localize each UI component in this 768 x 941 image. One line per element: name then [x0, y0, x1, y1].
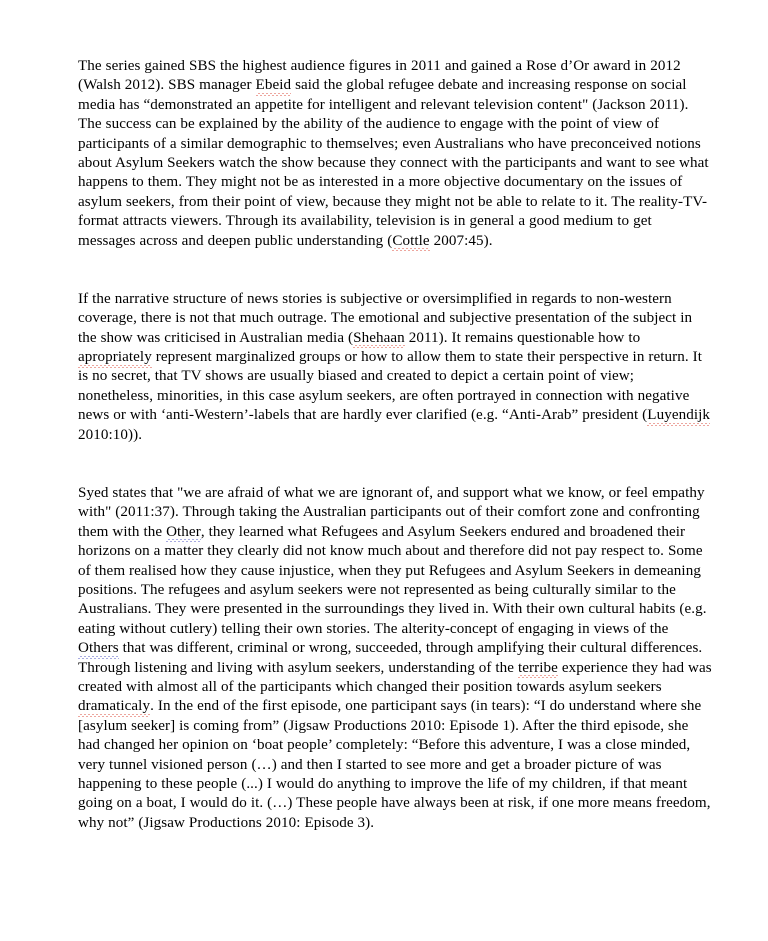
text-run: experience they had was created with almost all of the participants which changed their position towards asylum seekers — [78, 659, 712, 695]
text-run: said the global refugee debate and increasing response on social media has “demonstrated an appetite for intelligent and relevant television content" (Jackson 2011). The success can be explained by the ability of the audience to engage with the point of view of participants of a similar demographic to themselves; even Australians who have preconceived notions about Asylum Seekers watch the show because they connect with the participants and want to see what happens to them. They might not be as interested in a more objective documentary on the issues of asylum seekers, from their point of view, because they might not be able to relate to it. The reality-TV-format attracts viewers. Through its availability, television is in general a good medium to get messages across and deepen public understanding ( — [78, 77, 709, 249]
text-run: Syed states that "we are afraid of what we are ignorant of, and support what we know, or feel empathy with" (2011:37). Through taking the Australian participants out of their comfort zone and confronting them with the — [78, 484, 705, 540]
text-run: The series gained SBS the highest audience figures in 2011 and gained a Rose d’Or award in 2012 (Walsh 2012). SBS manager — [78, 58, 681, 94]
grammar-flagged-word[interactable]: Other — [166, 523, 201, 540]
text-run: 2010:10)). — [78, 426, 143, 443]
paragraph — [78, 484, 712, 833]
text-run: 2011). It remains questionable how to — [404, 329, 641, 346]
paragraph — [78, 290, 712, 445]
misspelled-word[interactable]: terribe — [518, 659, 558, 676]
text-run: 2007:45). — [429, 232, 493, 249]
misspelled-word[interactable]: Cottle — [392, 232, 430, 249]
misspelled-word[interactable]: Ebeid — [255, 77, 292, 94]
misspelled-word[interactable]: Shehaan — [353, 329, 405, 346]
text-run: . In the end of the first episode, one participant says (in tears): “I do understand where she [asylum seeker] is coming from” (Jigsaw Productions 2010: Episode 1). After the third episode, she had changed her opinion on ‘boat people’ completely: “Before this adventure, I was a close minded, very tunnel visioned person (…) and then I started to see more and get a broader picture of was happening to these people (...) I would do anything to improve the life of my children, if that meant going on a boat, I would do it. (…) These people have always been at risk, if one more means freedom, why not” (Jigsaw Productions 2010: Episode 3). — [78, 698, 711, 831]
misspelled-word[interactable]: apropriately — [78, 349, 152, 366]
document-text-body — [78, 57, 712, 833]
text-run: represent marginalized groups or how to allow them to state their perspective in return. It is no secret, that TV shows are usually biased and created to depict a certain point of view; nonetheless, minorities, in this case asylum seekers, are often portrayed in connection with negative news or with ‘anti-Western’-labels that are hardly ever clarified (e.g. “Anti-Arab” president ( — [78, 349, 702, 424]
text-run: that was different, criminal or wrong, succeeded, through amplifying their cultural differences. Through listening and living with asylum seekers, understanding of the — [78, 640, 703, 676]
misspelled-word[interactable]: Luyendijk — [647, 407, 711, 424]
text-run: , they learned what Refugees and Asylum Seekers endured and broadened their horizons on a matter they clearly did not know much about and therefore did not pay respect to. Some of them realised how they cause injustice, when they put Refugees and Asylum Seekers in demeaning positions. The refugees and asylum seekers were not represented as being culturally similar to the Australians. They were presented in the surroundings they lived in. With their own cultural habits (e.g. eating without cutlery) telling their own stories. The alterity-concept of engaging in views of the — [78, 523, 707, 637]
paragraph — [78, 57, 712, 251]
grammar-flagged-word[interactable]: Others — [78, 640, 119, 657]
text-run: If the narrative structure of news stories is subjective or oversimplified in regards to non-western coverage, there is not that much outrage. The emotional and subjective presentation of the subject in the show was criticised in Australian media ( — [78, 290, 693, 346]
misspelled-word[interactable]: dramaticaly — [78, 698, 151, 715]
